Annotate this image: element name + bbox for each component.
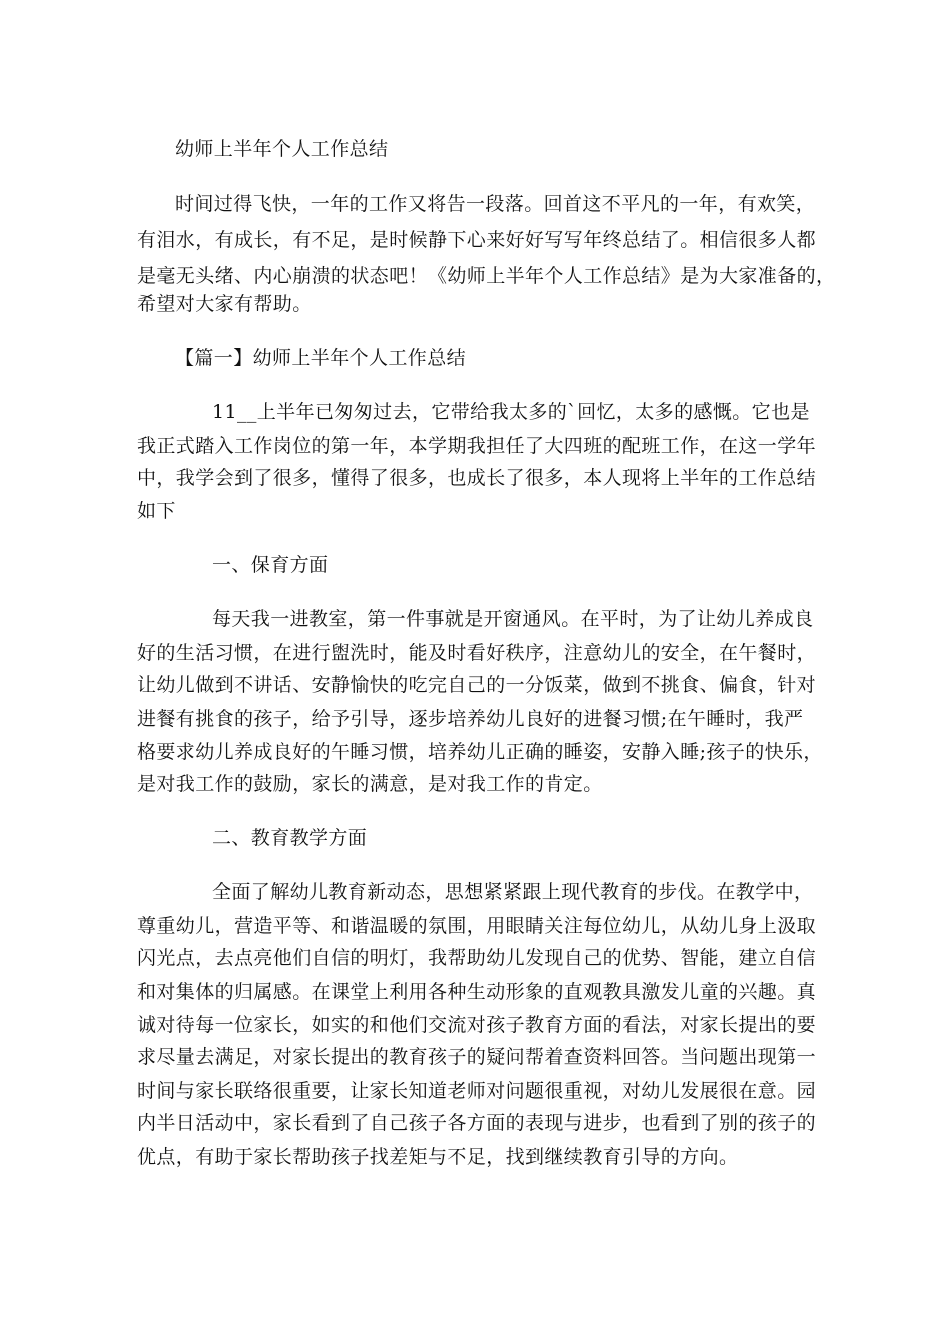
section2-line-7: 时间与家长联络很重要，让家长知道老师对问题很重视，对幼儿发展很在意。园 xyxy=(137,1080,817,1102)
section1-line-5: 格要求幼儿养成良好的午睡习惯，培养幼儿正确的睡姿，安静入睡;孩子的快乐， xyxy=(137,741,823,763)
section2-title: 二、教育教学方面 xyxy=(212,827,368,849)
section2-line-6: 求尽量去满足，对家长提出的教育孩子的疑问帮着查资料回答。当问题出现第一 xyxy=(137,1046,817,1068)
section1-line-2: 好的生活习惯，在进行盥洗时，能及时看好秩序，注意幼儿的安全，在午餐时， xyxy=(137,642,817,664)
section2-line-8: 内半日活动中，家长看到了自己孩子各方面的表现与进步，也看到了别的孩子的 xyxy=(137,1112,817,1134)
section2-line-5: 诚对待每一位家长，如实的和他们交流对孩子教育方面的看法，对家长提出的要 xyxy=(137,1014,817,1036)
opening-line-3: 中，我学会到了很多，懂得了很多，也成长了很多，本人现将上半年的工作总结 xyxy=(137,467,817,489)
intro-line-3: 是毫无头绪、内心崩溃的状态吧！《幼师上半年个人工作总结》是为大家准备的， xyxy=(137,265,836,287)
section2-line-2: 尊重幼儿，营造平等、和谐温暖的氛围，用眼睛关注每位幼儿，从幼儿身上汲取 xyxy=(137,915,817,937)
opening-line-4: 如下 xyxy=(137,500,176,522)
section2-line-4: 和对集体的归属感。在课堂上利用各种生动形象的直观教具激发儿童的兴趣。真 xyxy=(137,981,817,1003)
intro-line-1: 时间过得飞快，一年的工作又将告一段落。回首这不平凡的一年，有欢笑， xyxy=(175,193,816,215)
section2-line-9: 优点，有助于家长帮助孩子找差矩与不足，找到继续教育引导的方向。 xyxy=(137,1146,739,1168)
section1-line-4: 进餐有挑食的孩子，给予引导，逐步培养幼儿良好的进餐习惯;在午睡时，我严 xyxy=(137,708,804,730)
intro-line-2: 有泪水，有成长，有不足，是时候静下心来好好写写年终总结了。相信很多人都 xyxy=(137,229,817,251)
intro-line-4: 希望对大家有帮助。 xyxy=(137,293,312,315)
section2-line-3: 闪光点，去点亮他们自信的明灯，我帮助幼儿发现自己的优势、智能，建立自信 xyxy=(137,947,817,969)
opening-line-1: 11__上半年已匆匆过去，它带给我太多的`回忆，太多的感慨。它也是 xyxy=(212,401,810,423)
document-title: 幼师上半年个人工作总结 xyxy=(175,138,389,160)
section2-line-1: 全面了解幼儿教育新动态，思想紧紧跟上现代教育的步伐。在教学中， xyxy=(212,881,814,903)
chapter-title: 【篇一】幼师上半年个人工作总结 xyxy=(175,347,467,369)
section1-title: 一、保育方面 xyxy=(212,554,329,576)
section1-line-6: 是对我工作的鼓励，家长的满意，是对我工作的肯定。 xyxy=(137,773,603,795)
section1-line-1: 每天我一进教室，第一件事就是开窗通风。在平时，为了让幼儿养成良 xyxy=(212,608,814,630)
opening-line-2: 我正式踏入工作岗位的第一年，本学期我担任了大四班的配班工作，在这一学年 xyxy=(137,435,817,457)
section1-line-3: 让幼儿做到不讲话、安静愉快的吃完自己的一分饭菜，做到不挑食、偏食，针对 xyxy=(137,674,817,696)
